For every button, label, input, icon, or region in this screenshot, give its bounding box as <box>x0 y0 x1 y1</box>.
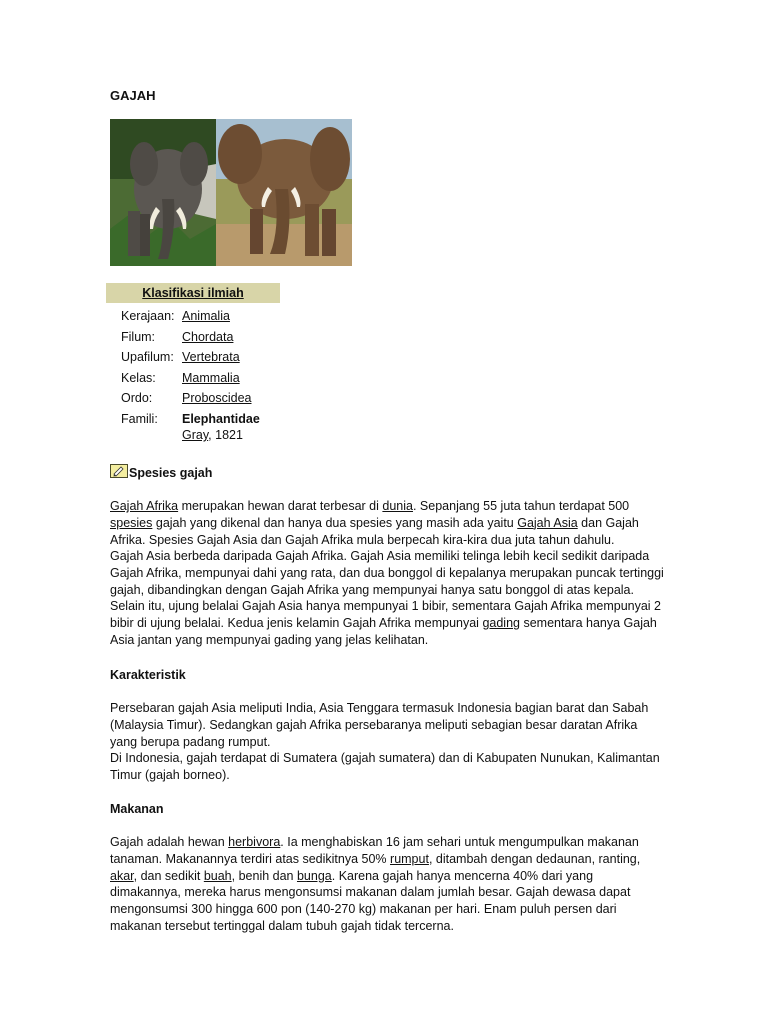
text: . Sepanjang 55 juta tahun terdapat 500 <box>412 499 630 513</box>
text-line: Gajah Afrika, mempunyai dahi yang rata, dan dua bonggol di kepalanya merupakan puncak tertinggi <box>110 565 664 580</box>
link[interactable]: rumput <box>390 851 429 866</box>
text-line: Di Indonesia, gajah terdapat di Sumatera (gajah sumatera) dan di Kabupaten Nunukan, Kalimantan <box>110 751 660 766</box>
text-line: Afrika. Spesies Gajah Asia dan Gajah Afrika mula berpecah kira-kira dua juta tahun dahulu. <box>110 532 615 547</box>
section-heading-spesies: Spesies gajah <box>129 466 213 480</box>
page-title: GAJAH <box>110 88 156 103</box>
link[interactable]: Gajah Asia <box>517 515 578 530</box>
text-line: yang berupa padang rumput. <box>110 734 271 749</box>
text: sementara hanya Gajah <box>519 616 657 631</box>
classification-value-link[interactable]: Animalia <box>182 309 230 323</box>
text-line: Timur (gajah borneo). <box>110 768 230 783</box>
classification-header: Klasifikasi ilmiah <box>106 283 280 303</box>
paragraph-karakteristik <box>110 700 675 784</box>
section-heading-karakteristik: Karakteristik <box>110 668 186 682</box>
text: tanaman. Makanannya terdiri atas sedikitnya 50% <box>110 851 391 866</box>
text-line: Persebaran gajah Asia meliputi India, Asia Tenggara termasuk Indonesia bagian barat dan Sabah <box>110 701 649 715</box>
text: . Ia menghabiskan 16 jam sehari untuk mengumpulkan makanan <box>280 835 639 849</box>
link[interactable]: buah <box>203 868 232 883</box>
paragraph-spesies-2 <box>110 548 675 649</box>
text: bibir di ujung belalai. Kedua jenis kelamin Gajah Afrika mempunyai <box>110 616 483 631</box>
authority-link[interactable]: Gray <box>182 428 209 442</box>
link[interactable]: herbivora <box>228 835 281 849</box>
classification-value-link[interactable]: Mammalia <box>182 370 240 385</box>
text: dan Gajah <box>577 515 639 530</box>
text: , benih dan <box>231 868 297 883</box>
text-line: Gajah Asia berbeda daripada Gajah Afrika. Gajah Asia memiliki telinga lebih kecil sedikit daripada <box>110 549 650 563</box>
text: merupakan hewan darat terbesar di <box>178 499 383 513</box>
classification-value-link[interactable]: Proboscidea <box>182 391 252 405</box>
section-heading-makanan: Makanan <box>110 802 164 816</box>
paragraph-makanan <box>110 834 675 935</box>
link[interactable]: bunga <box>296 868 332 883</box>
link[interactable]: akar <box>110 868 134 883</box>
paragraph-spesies-1 <box>110 498 675 548</box>
text: , dan sedikit <box>133 868 204 883</box>
text-line: gajah, dibandingkan dengan Gajah Afrika yang mempunyai hanya satu bonggol di atas kepala. <box>110 582 634 597</box>
link[interactable]: Gajah Afrika <box>110 499 179 513</box>
text-line: mengonsumsi 300 hingga 600 pon (140-270 kg) makanan per hari. Enam puluh persen dari <box>110 902 617 917</box>
link[interactable]: spesies <box>110 515 153 530</box>
classification-key: Kerajaan: <box>121 309 175 323</box>
classification-key: Filum: <box>121 329 156 344</box>
pencil-icon <box>110 464 128 478</box>
text-line: dimakannya, mereka harus mengonsumsi makanan dalam jumlah besar. Gajah dewasa dapat <box>110 885 631 900</box>
classification-key: Upafilum: <box>121 350 174 364</box>
classification-key: Ordo: <box>121 391 153 405</box>
classification-value: Elephantidae <box>182 411 260 426</box>
text: gajah yang dikenal dan hanya dua spesies yang masih ada yaitu <box>152 515 518 530</box>
classification-value-link[interactable]: Chordata <box>182 329 234 344</box>
link[interactable]: dunia <box>382 499 413 513</box>
text-line: makanan tersebut tertinggal dalam tubuh gajah tidak tercerna. <box>110 918 454 933</box>
elephant-photo <box>110 119 352 266</box>
authority-year: , 1821 <box>208 428 243 442</box>
text: , ditambah dengan dedaunan, ranting, <box>428 851 641 866</box>
link[interactable]: gading <box>482 616 520 631</box>
text-line: (Malaysia Timur). Sedangkan gajah Afrika persebaranya meliputi sebagian besar daratan Afrika <box>110 717 638 732</box>
text: Gajah adalah hewan <box>110 835 229 849</box>
classification-authority <box>182 428 243 442</box>
text-line: Asia jantan yang mempunyai gading yang jelas kelihatan. <box>110 632 429 647</box>
text-line: Selain itu, ujung belalai Gajah Asia hanya mempunyai 1 bibir, sementara Gajah Afrika mempunyai 2 <box>110 599 662 614</box>
classification-value-link[interactable]: Vertebrata <box>182 350 240 364</box>
classification-key: Kelas: <box>121 370 156 385</box>
text: . Karena gajah hanya mencerna 40% dari yang <box>331 868 594 883</box>
classification-key: Famili: <box>121 411 158 426</box>
